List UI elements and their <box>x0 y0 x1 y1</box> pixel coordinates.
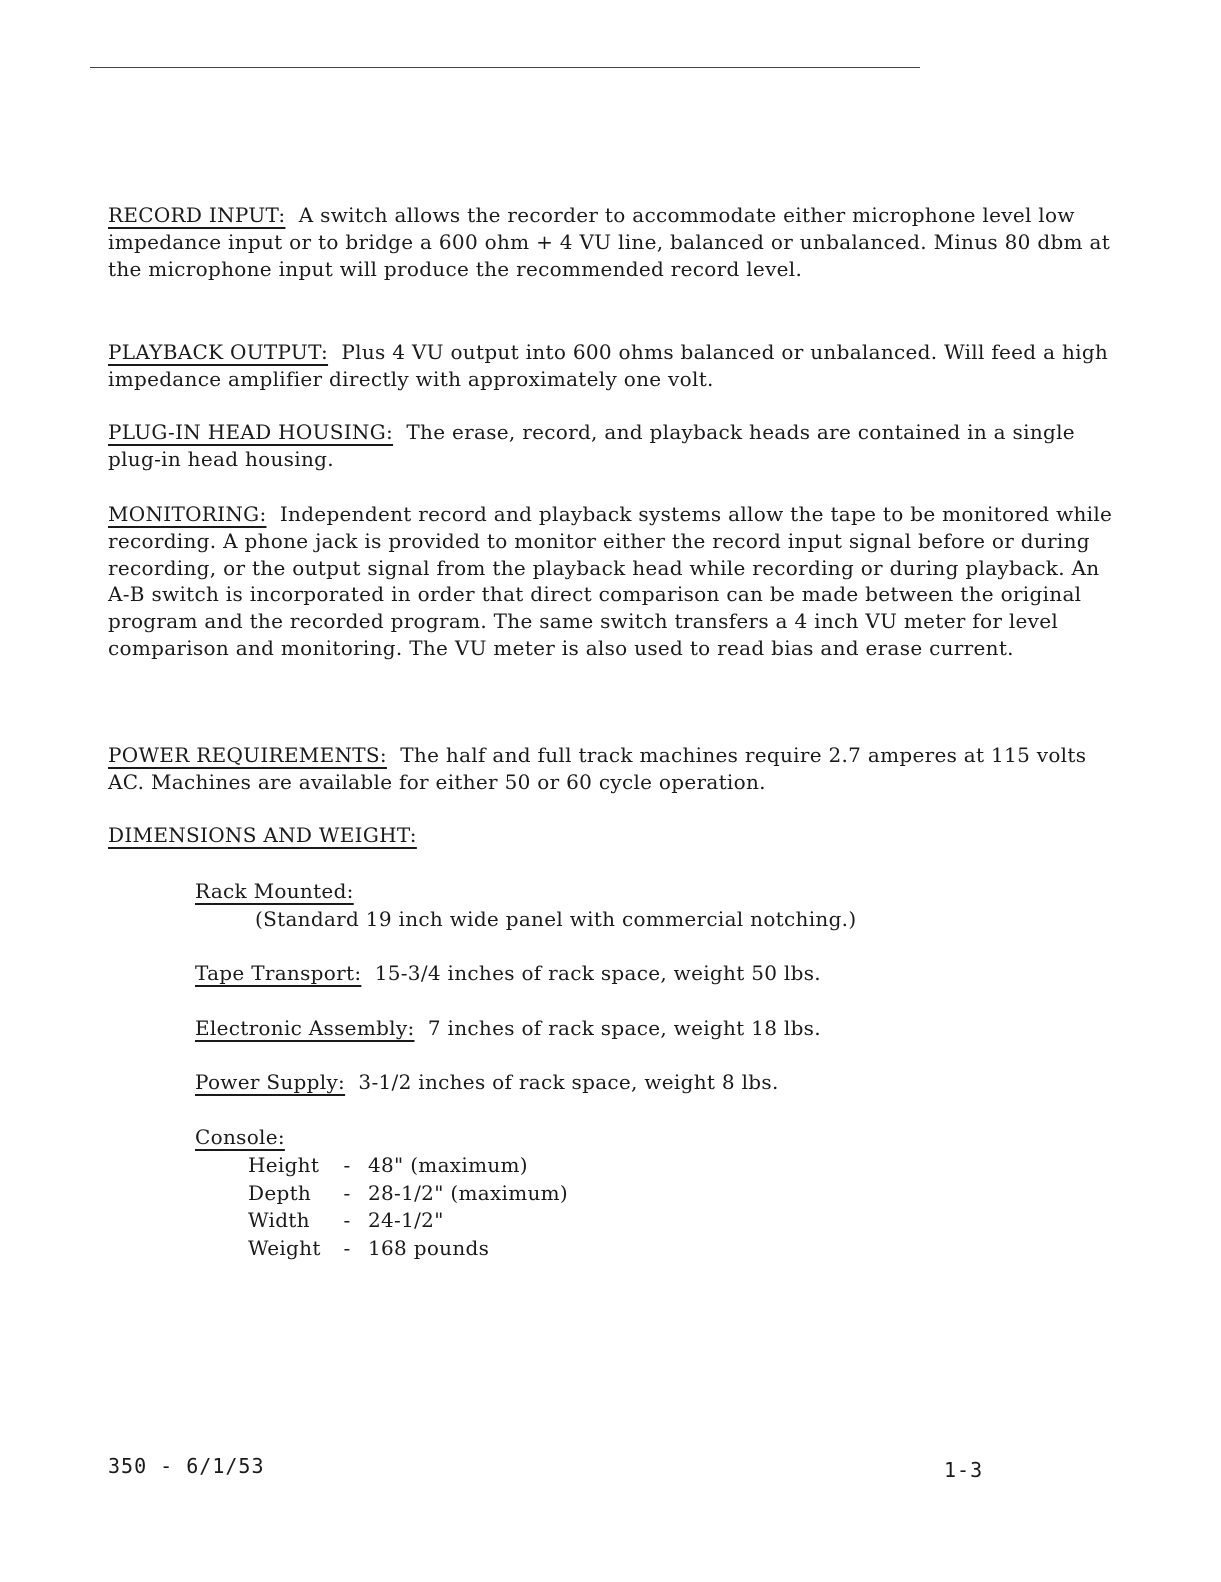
top-rule <box>90 67 920 68</box>
dimensions-and-weight-paragraph <box>108 822 1118 849</box>
electronic-assembly-line <box>195 1015 821 1042</box>
power-requirements-paragraph <box>108 742 1118 796</box>
monitoring-paragraph <box>108 501 1118 662</box>
electronic-assembly-text: 7 inches of rack space, weight 18 lbs. <box>427 1016 821 1040</box>
console-spec-name: Height <box>248 1153 320 1177</box>
document-id: 350 - 6/1/53 <box>108 1454 265 1478</box>
console-spec-name: Width <box>248 1208 310 1232</box>
playback-output-label: PLAYBACK OUTPUT: <box>108 340 329 364</box>
power-requirements-text: The half and full track machines require 2.7 amperes at 115 volts AC. Machines are available for either 50 or 60 cycle operation. <box>108 743 1087 794</box>
rack-mounted-note: (Standard 19 inch wide panel with commercial notching.) <box>255 907 857 931</box>
console-spec-row <box>248 1207 444 1234</box>
rack-mounted-label: Rack Mounted: <box>195 879 354 903</box>
plug-in-head-housing-label: PLUG-IN HEAD HOUSING: <box>108 420 394 444</box>
console-spec-value: 24-1/2" <box>368 1208 444 1232</box>
console-spec-row <box>248 1180 568 1207</box>
console-spec-value: 48" (maximum) <box>368 1153 528 1177</box>
console-spec-dash: - <box>343 1153 351 1177</box>
monitoring-text: Independent record and playback systems allow the tape to be monitored while recording. A phone jack is provided to monitor either the record input signal before or during recording, or the output signal from the playback head while recording or during playback. An A-B switch is incorporated in order that direct comparison can be made between the original program and the recorded program. The same switch transfers a 4 inch VU meter for level comparison and monitoring. The VU meter is also used to read bias and erase current. <box>108 502 1113 660</box>
power-requirements-label: POWER REQUIREMENTS: <box>108 743 387 767</box>
record-input-text: A switch allows the recorder to accommodate either microphone level low impedance input or to bridge a 600 ohm + 4 VU line, balanced or unbalanced. Minus 80 dbm at the microphone input will produce the recommended record level. <box>108 203 1111 281</box>
console-spec-row <box>248 1235 489 1262</box>
tape-transport-line <box>195 960 821 987</box>
power-supply-label: Power Supply: <box>195 1070 346 1094</box>
page-number: 1-3 <box>944 1458 984 1482</box>
console-spec-value: 168 pounds <box>368 1236 490 1260</box>
console-spec-value: 28-1/2" (maximum) <box>368 1181 569 1205</box>
rack-mounted-heading <box>195 878 354 905</box>
tape-transport-label: Tape Transport: <box>195 961 362 985</box>
console-spec-dash: - <box>343 1208 351 1232</box>
tape-transport-text: 15-3/4 inches of rack space, weight 50 lbs. <box>374 961 821 985</box>
console-spec-name: Weight <box>248 1236 321 1260</box>
record-input-label: RECORD INPUT: <box>108 203 286 227</box>
playback-output-paragraph <box>108 339 1118 393</box>
console-spec-dash: - <box>343 1236 351 1260</box>
console-spec-row <box>248 1152 528 1179</box>
console-spec-dash: - <box>343 1181 351 1205</box>
power-supply-text: 3-1/2 inches of rack space, weight 8 lbs. <box>358 1070 779 1094</box>
plug-in-head-housing-text: The erase, record, and playback heads are contained in a single plug-in head housing. <box>108 420 1075 471</box>
electronic-assembly-label: Electronic Assembly: <box>195 1016 415 1040</box>
dimensions-and-weight-label: DIMENSIONS AND WEIGHT: <box>108 823 417 847</box>
record-input-paragraph <box>108 202 1118 282</box>
console-heading <box>195 1124 285 1151</box>
console-spec-name: Depth <box>248 1181 312 1205</box>
console-label: Console: <box>195 1125 285 1149</box>
plug-in-head-housing-paragraph <box>108 419 1118 473</box>
monitoring-label: MONITORING: <box>108 502 267 526</box>
power-supply-line <box>195 1069 779 1096</box>
playback-output-text: Plus 4 VU output into 600 ohms balanced or unbalanced. Will feed a high impedance amplifier directly with approximately one volt. <box>108 340 1109 391</box>
